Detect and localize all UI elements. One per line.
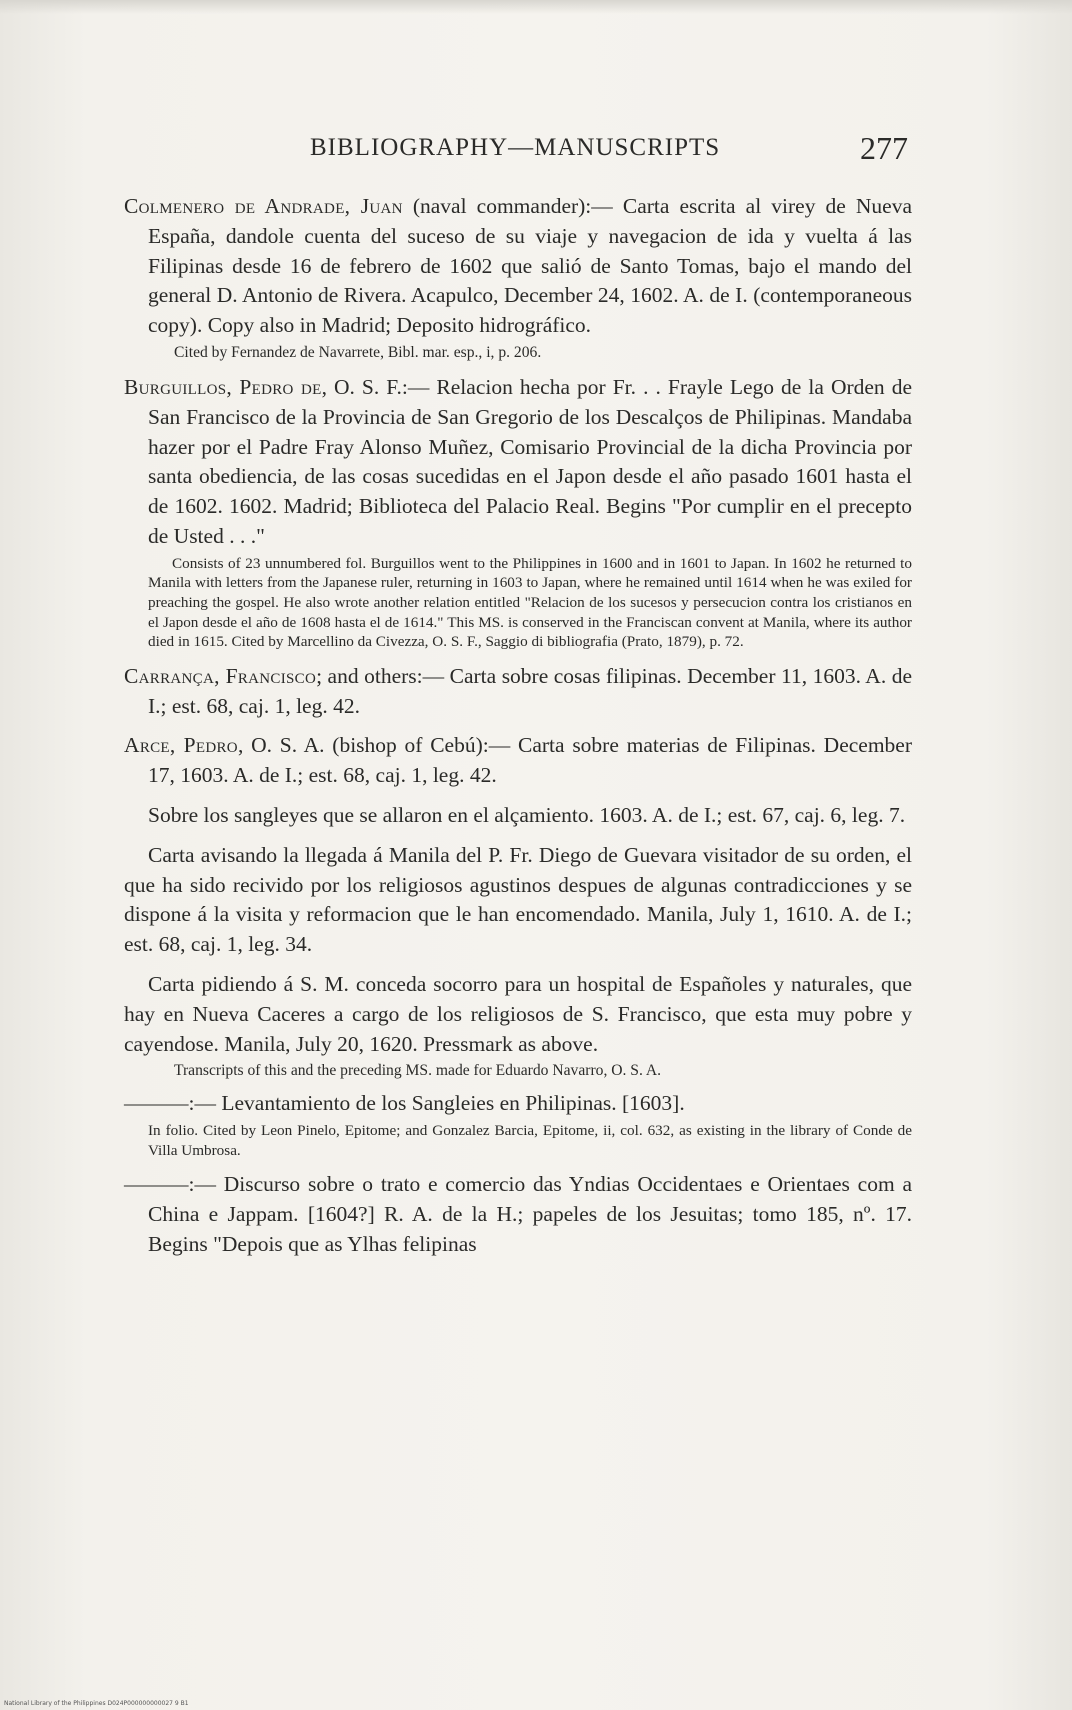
paragraph-sangleyes: Sobre los sangleyes que se allaron en el alçamiento. 1603. A. de I.; est. 67, caj. 6, leg. 7. xyxy=(148,802,906,827)
page-header xyxy=(128,130,918,170)
entry-author: Colmenero de Andrade, Juan xyxy=(124,194,403,218)
entry-arce xyxy=(124,731,912,791)
entry-colmenero xyxy=(124,192,912,363)
entry-text xyxy=(124,373,912,552)
paragraph-hospital: Carta pidiendo á S. M. conceda socorro para un hospital de Españoles y naturales, que hay en Nueva Caceres a cargo de los religiosos de S. Francisco, que esta muy pobre y cayendose. Manila, July 20, 1620. Pressmark as above. xyxy=(124,971,912,1056)
page-number: 277 xyxy=(860,130,908,166)
entry-description: ; and others:— Carta sobre cosas filipinas. December 11, 1603. A. de I.; est. 68, caj. 1, leg. 42. xyxy=(148,663,912,718)
entry-note: Cited by Fernandez de Navarrete, Bibl. mar. esp., i, p. 206. xyxy=(174,343,542,361)
entry-carranca xyxy=(124,662,912,722)
running-head: BIBLIOGRAPHY—MANUSCRIPTS xyxy=(310,134,721,161)
entry-text xyxy=(124,662,912,722)
entry-description: :— Levantamiento de los Sangleies en Philipinas. [1603]. xyxy=(188,1091,685,1116)
scan-footer: National Library of the Philippines D024P000000000027 9 B1 xyxy=(4,1700,189,1707)
transcripts-note: Transcripts of this and the preceding MS. made for Eduardo Navarro, O. S. A. xyxy=(174,1062,662,1080)
page-edge-shadow xyxy=(0,0,1072,14)
entry-discurso xyxy=(124,1170,912,1259)
entry-author: Carrança, Francisco xyxy=(124,663,317,688)
entry-text xyxy=(124,1170,912,1259)
entry-description: (naval commander):— Carta escrita al virey de Nueva España, dandole cuenta del suceso de su viaje y navegacion de ida y vuelta á las Filipinas desde 16 de febrero de 1602 que salió de Santo Tomas, bajo el mando del general D. Antonio de Rivera. Acapulco, December 24, 1602. A. de I. (contemporaneous copy). Copy also in Madrid; Deposito hidrográfico. xyxy=(148,194,912,338)
entry-author: Arce, Pedro xyxy=(124,733,238,758)
entry-text xyxy=(124,731,912,791)
entry-description: :— Discurso sobre o trato e comercio das Yndias Occidentaes e Orientaes com a China e Jappam. [1604?] R. A. de la H.; papeles de los Jesuitas; tomo 185, nº. 17. Begins "Depois que as Ylhas felipinas xyxy=(148,1172,912,1256)
entry-text xyxy=(124,1089,912,1119)
entry-note: Consists of 23 unnumbered fol. Burguillos went to the Philippines in 1600 and in 1601 to Japan. In 1602 he returned to Manila with letters from the Japanese ruler, returning in 1603 to Japan, where he remained until 1614 when he was exiled for preaching the gospel. He also wrote another relation entitled "Relacion de los sucesos y persecucion contra los cristianos en el Japon desde el año de 1608 hasta el de 1614." This MS. is conserved in the Franciscan convent at Manila, where its author died in 1615. Cited by Marcellino da Civezza, O. S. F., Saggio di bibliografia (Prato, 1879), p. 72. xyxy=(148,554,912,651)
entry-dash: ——— xyxy=(124,1091,189,1116)
paragraph-guevara: Carta avisando la llegada á Manila del P. Fr. Diego de Guevara visitador de su orden, el que ha sido recivido por los religiosos agustinos despues de algunas contradicciones y se dispone á la visita y reformacion que le han encomendado. Manila, July 1, 1610. A. de I.; est. 68, caj. 1, leg. 34. xyxy=(124,842,912,957)
entry-note: In folio. Cited by Leon Pinelo, Epitome; and Gonzalez Barcia, Epitome, ii, col. 632, as existing in the library of Conde de Villa Umbrosa. xyxy=(148,1122,912,1159)
entry-author: Burguillos, Pedro de xyxy=(124,374,322,399)
entry-burguillos xyxy=(124,373,912,652)
bibliography-body xyxy=(124,192,912,1270)
entry-description: , O. S. A. (bishop of Cebú):— Carta sobre materias de Filipinas. December 17, 1603. A. de I.; est. 68, caj. 1, leg. 42. xyxy=(148,733,913,788)
entry-dash: ——— xyxy=(124,1172,189,1197)
entry-text xyxy=(124,192,912,341)
entry-description: , O. S. F.:— Relacion hecha por Fr. . . Frayle Lego de la Orden de San Francisco de la Provincia de San Gregorio de los Descalços de Philipinas. Mandaba hazer por el Padre Fray Alonso Muñez, Comisario Provincial de la dicha Provincia por santa obediencia, de las cosas sucedidas en el Japon desde el año pasado 1601 hasta el de 1602. 1602. Madrid; Biblioteca del Palacio Real. Begins "Por cumplir en el precepto de Usted . . ." xyxy=(148,374,912,548)
entry-levantamiento xyxy=(124,1089,912,1160)
